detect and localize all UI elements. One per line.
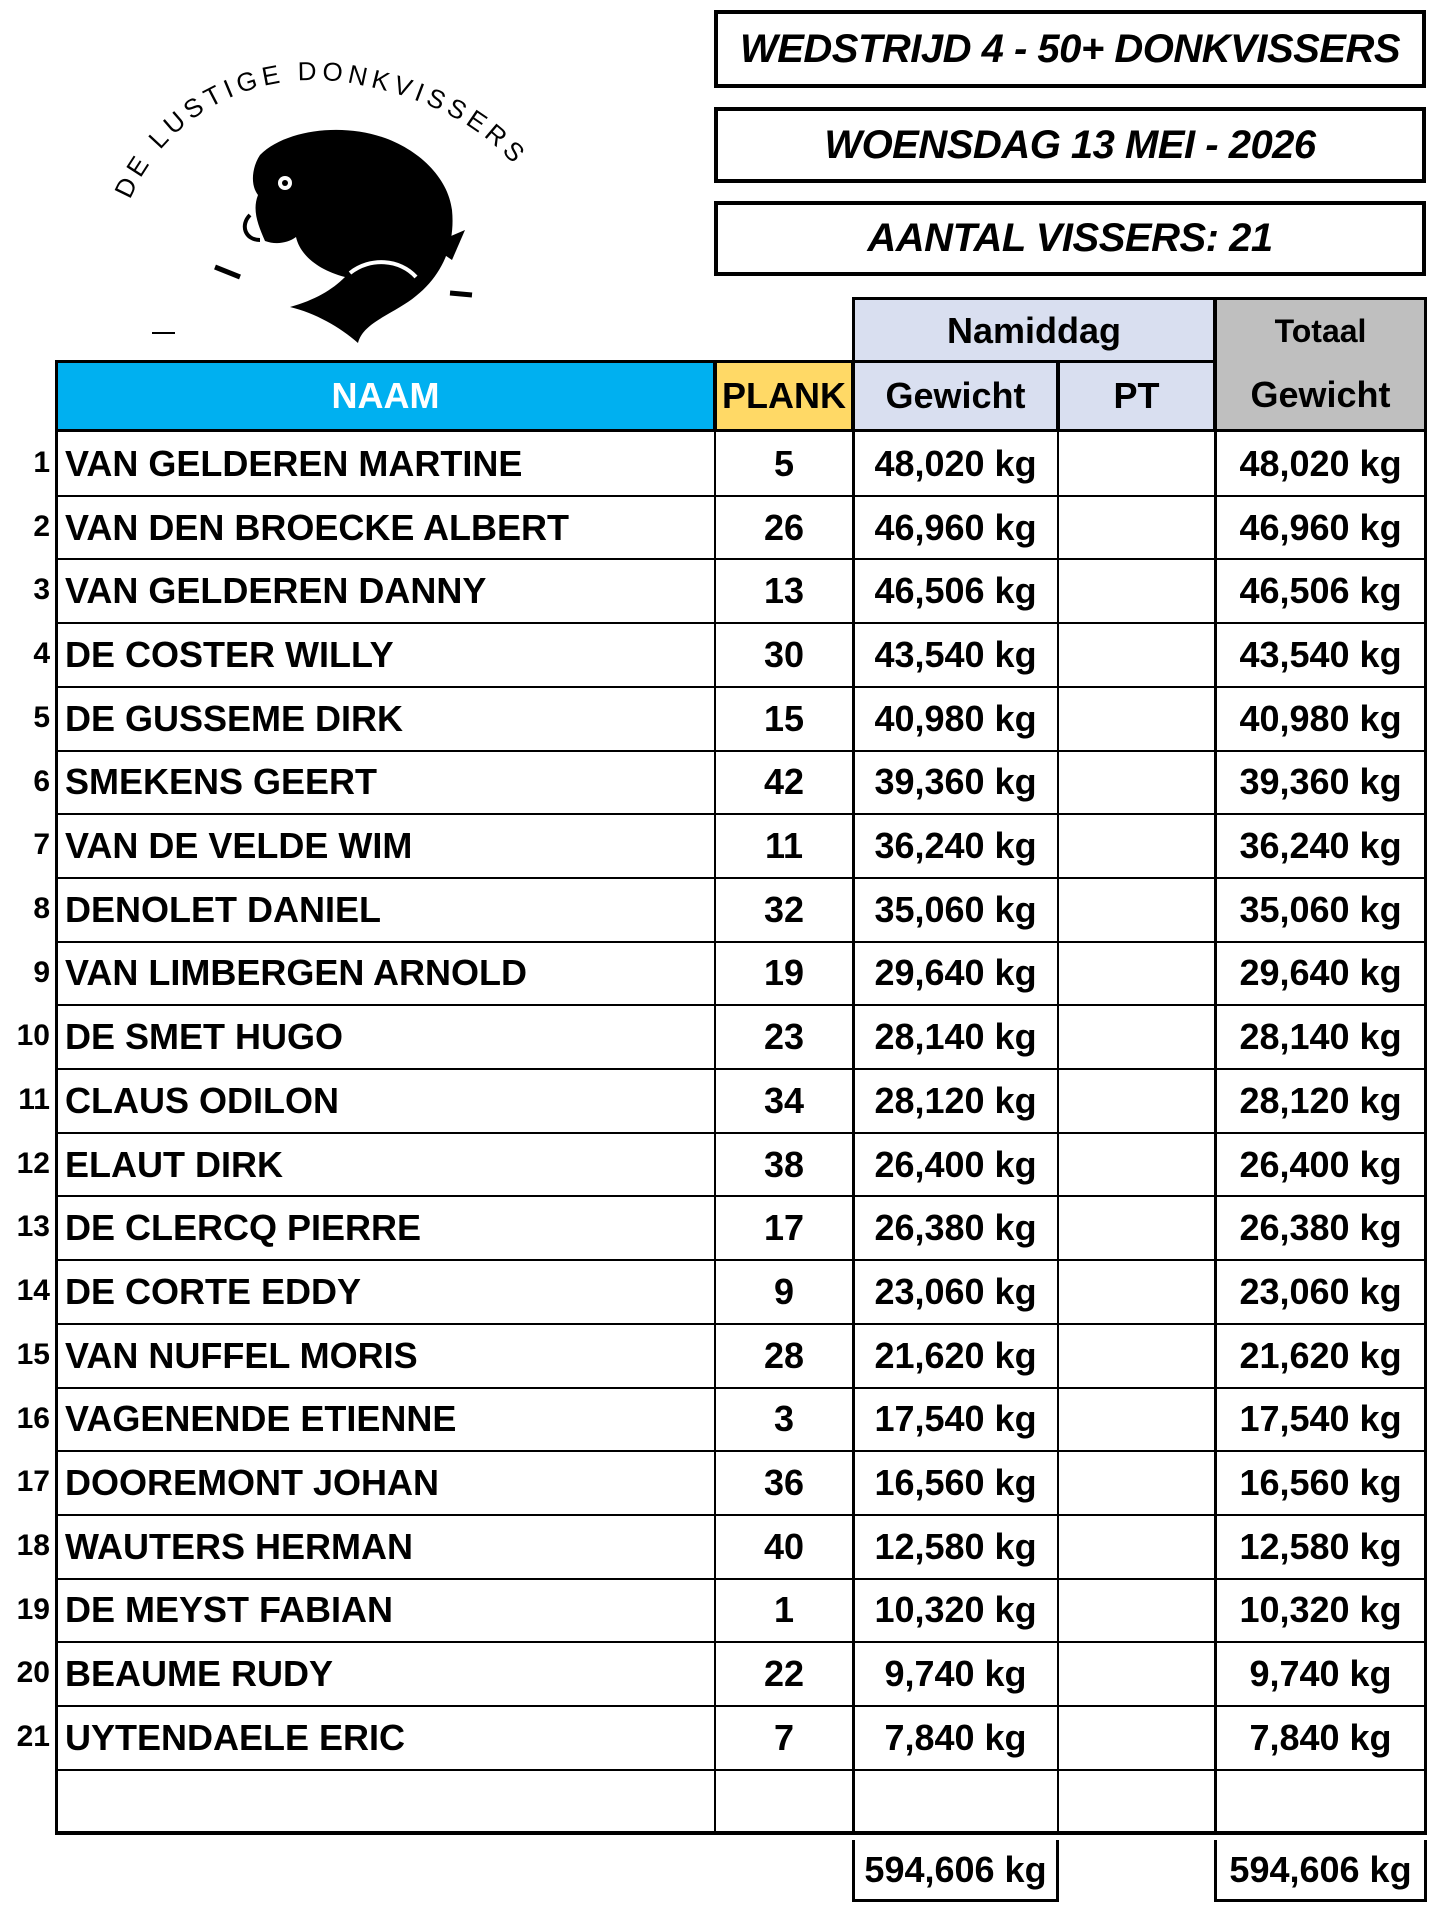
total-cell: 43,540 kg [1239, 633, 1402, 675]
column-divider [55, 432, 58, 1833]
total-cell: 28,120 kg [1239, 1079, 1402, 1121]
rank-number: 2 [33, 509, 50, 543]
rank-number: 12 [16, 1146, 50, 1180]
competition-date: WOENSDAG 13 MEI - 2026 [714, 107, 1426, 183]
plank-cell: 34 [763, 1079, 805, 1121]
rank-number: 9 [33, 955, 50, 989]
totaal-gewicht-column-header: Gewicht [1214, 360, 1427, 432]
pt-column-header: PT [1057, 360, 1216, 432]
pt-cell [1057, 1579, 1216, 1643]
name-cell: DE GUSSEME DIRK [65, 697, 404, 739]
rank-number: 7 [33, 828, 50, 862]
weight-cell: 48,020 kg [874, 442, 1037, 484]
totaal-header: Totaal [1214, 297, 1427, 362]
rank-number: 3 [33, 573, 50, 607]
total-cell: 29,640 kg [1239, 952, 1402, 994]
rank-number: 6 [33, 764, 50, 798]
row-divider [55, 1450, 1427, 1452]
name-cell: DE COSTER WILLY [65, 633, 394, 675]
weight-cell: 16,560 kg [874, 1462, 1037, 1504]
plank-cell: 7 [773, 1716, 795, 1758]
club-logo [100, 45, 560, 345]
row-divider [55, 1387, 1427, 1389]
sum-total: 594,606 kg [1214, 1840, 1427, 1902]
row-divider [55, 877, 1427, 879]
row-divider [55, 686, 1427, 688]
total-cell: 46,960 kg [1239, 506, 1402, 548]
plank-cell: 26 [763, 506, 805, 548]
pt-cell [1057, 1770, 1216, 1834]
row-divider [55, 1323, 1427, 1325]
weight-cell: 17,540 kg [874, 1398, 1037, 1440]
rank-number: 15 [16, 1337, 50, 1371]
rank-number: 17 [16, 1465, 50, 1499]
row-divider [55, 1769, 1427, 1771]
pt-cell [1057, 1005, 1216, 1069]
total-cell: 46,506 kg [1239, 570, 1402, 612]
plank-cell: 11 [764, 825, 804, 867]
rank-number: 16 [16, 1401, 50, 1435]
row-divider [55, 813, 1427, 815]
pt-cell [1057, 1642, 1216, 1706]
name-cell: VAN NUFFEL MORIS [65, 1334, 418, 1376]
name-cell: CLAUS ODILON [65, 1079, 339, 1121]
column-divider [852, 432, 855, 1833]
pt-cell [1057, 1706, 1216, 1770]
weight-cell: 39,360 kg [874, 761, 1037, 803]
total-cell: 12,580 kg [1239, 1525, 1402, 1567]
rank-number: 10 [16, 1019, 50, 1053]
row-divider [55, 1068, 1427, 1070]
plank-cell: 23 [763, 1016, 805, 1058]
weight-cell: 46,960 kg [874, 506, 1037, 548]
name-cell: VAN DEN BROECKE ALBERT [65, 506, 570, 548]
total-cell: 16,560 kg [1239, 1462, 1402, 1504]
plank-cell: 19 [763, 952, 805, 994]
weight-cell: 28,140 kg [874, 1016, 1037, 1058]
column-divider [1057, 432, 1059, 1833]
total-cell: 23,060 kg [1239, 1270, 1402, 1312]
plank-cell: 5 [773, 442, 795, 484]
total-cell: 40,980 kg [1239, 697, 1402, 739]
name-cell: DE CLERCQ PIERRE [65, 1207, 422, 1249]
row-divider [55, 1705, 1427, 1707]
weight-cell: 10,320 kg [874, 1589, 1037, 1631]
pt-cell [1057, 1515, 1216, 1579]
weight-cell: 40,980 kg [874, 697, 1037, 739]
rank-number: 11 [18, 1083, 50, 1116]
pt-cell [1057, 751, 1216, 815]
rank-number: 18 [16, 1528, 50, 1562]
sum-weight: 594,606 kg [852, 1840, 1059, 1902]
rank-number: 21 [16, 1720, 50, 1753]
weight-cell: 26,380 kg [874, 1207, 1037, 1249]
weight-cell: 12,580 kg [874, 1525, 1037, 1567]
total-cell: 35,060 kg [1239, 888, 1402, 930]
plank-cell: 40 [763, 1525, 805, 1567]
column-divider [1214, 432, 1217, 1833]
pt-cell [1057, 1451, 1216, 1515]
rank-number: 14 [16, 1274, 50, 1308]
weight-cell: 43,540 kg [874, 633, 1037, 675]
total-cell: 26,380 kg [1239, 1207, 1402, 1249]
angler-count: AANTAL VISSERS: 21 [714, 201, 1426, 276]
plank-cell: 9 [773, 1270, 795, 1312]
name-cell: UYTENDAELE ERIC [65, 1716, 406, 1758]
rank-number: 5 [33, 700, 50, 734]
plank-cell: 22 [763, 1653, 805, 1695]
plank-cell: 38 [763, 1143, 805, 1185]
name-cell: DENOLET DANIEL [65, 888, 382, 930]
weight-cell: 9,740 kg [884, 1653, 1027, 1695]
plank-cell: 13 [763, 570, 805, 612]
plank-cell: 42 [763, 761, 805, 803]
plank-column-header: PLANK [714, 360, 854, 432]
row-divider [55, 1132, 1427, 1134]
table-bottom-border [55, 1831, 1427, 1835]
row-divider [55, 1195, 1427, 1197]
name-cell: SMEKENS GEERT [65, 761, 378, 803]
name-cell: VAN GELDEREN MARTINE [65, 442, 523, 484]
pt-cell [1057, 942, 1216, 1006]
row-divider [55, 1578, 1427, 1580]
logo-text: DE LUSTIGE DONKVISSERS [108, 55, 535, 203]
total-cell: 10,320 kg [1239, 1589, 1402, 1631]
gewicht-column-header: Gewicht [852, 360, 1059, 432]
total-cell: 48,020 kg [1239, 442, 1402, 484]
row-divider [55, 1514, 1427, 1516]
rank-number: 1 [33, 446, 50, 479]
plank-cell [714, 1770, 854, 1834]
pt-cell [1057, 623, 1216, 687]
name-cell: DE SMET HUGO [65, 1016, 344, 1058]
total-cell: 21,620 kg [1239, 1334, 1402, 1376]
plank-cell: 28 [763, 1334, 805, 1376]
name-cell: VAN LIMBERGEN ARNOLD [65, 952, 527, 994]
row-divider [55, 622, 1427, 624]
name-cell: VAGENENDE ETIENNE [65, 1398, 457, 1440]
plank-cell: 3 [773, 1398, 795, 1440]
row-divider [55, 1004, 1427, 1006]
row-divider [55, 558, 1427, 560]
rank-number: 20 [16, 1656, 50, 1690]
rank-number: 4 [33, 637, 50, 671]
pt-cell [1057, 1196, 1216, 1260]
total-cell: 28,140 kg [1239, 1016, 1402, 1058]
total-cell: 9,740 kg [1249, 1653, 1392, 1695]
plank-cell: 17 [763, 1207, 805, 1249]
weight-cell: 23,060 kg [874, 1270, 1037, 1312]
plank-cell: 36 [763, 1462, 805, 1504]
weight-cell: 36,240 kg [874, 825, 1037, 867]
pt-cell [1057, 814, 1216, 878]
weight-cell: 21,620 kg [874, 1334, 1037, 1376]
weight-cell: 26,400 kg [874, 1143, 1037, 1185]
rank-number: 8 [33, 891, 50, 925]
pt-cell [1057, 1133, 1216, 1197]
pt-cell [1057, 1069, 1216, 1133]
competition-title: WEDSTRIJD 4 - 50+ DONKVISSERS [714, 10, 1426, 88]
name-cell: VAN DE VELDE WIM [65, 825, 413, 867]
pt-cell [1057, 878, 1216, 942]
name-cell: ELAUT DIRK [65, 1143, 283, 1185]
column-divider [714, 432, 716, 1833]
plank-cell: 30 [763, 633, 805, 675]
row-divider [55, 750, 1427, 752]
row-divider [55, 941, 1427, 943]
row-divider [55, 495, 1427, 497]
total-cell [1214, 1770, 1427, 1834]
pt-cell [1057, 1388, 1216, 1452]
name-cell: DE CORTE EDDY [65, 1270, 362, 1312]
weight-cell: 7,840 kg [884, 1716, 1027, 1758]
weight-cell: 35,060 kg [874, 888, 1037, 930]
plank-cell: 15 [763, 697, 805, 739]
weight-cell: 29,640 kg [874, 952, 1037, 994]
name-cell [55, 1770, 716, 1834]
total-cell: 7,840 kg [1249, 1716, 1392, 1758]
plank-cell: 32 [763, 888, 805, 930]
name-cell: VAN GELDEREN DANNY [65, 570, 487, 612]
plank-cell: 1 [773, 1589, 795, 1631]
namiddag-header: Namiddag [852, 297, 1216, 362]
weight-cell: 28,120 kg [874, 1079, 1037, 1121]
pt-cell [1057, 1324, 1216, 1388]
name-cell: DOOREMONT JOHAN [65, 1462, 440, 1504]
pt-cell [1057, 559, 1216, 623]
pt-cell [1057, 687, 1216, 751]
total-cell: 26,400 kg [1239, 1143, 1402, 1185]
naam-column-header: NAAM [55, 360, 716, 432]
fish-logo-icon [100, 45, 560, 345]
rank-number: 19 [16, 1592, 50, 1626]
name-cell: BEAUME RUDY [65, 1653, 334, 1695]
weight-cell [852, 1770, 1059, 1834]
pt-cell [1057, 1260, 1216, 1324]
pt-cell [1057, 432, 1216, 496]
total-cell: 36,240 kg [1239, 825, 1402, 867]
row-divider [55, 1259, 1427, 1261]
pt-cell [1057, 496, 1216, 560]
rank-number: 13 [16, 1210, 50, 1244]
name-cell: DE MEYST FABIAN [65, 1589, 394, 1631]
weight-cell: 46,506 kg [874, 570, 1037, 612]
name-cell: WAUTERS HERMAN [65, 1525, 413, 1567]
total-cell: 17,540 kg [1239, 1398, 1402, 1440]
total-cell: 39,360 kg [1239, 761, 1402, 803]
column-divider [1424, 432, 1427, 1833]
row-divider [55, 1641, 1427, 1643]
